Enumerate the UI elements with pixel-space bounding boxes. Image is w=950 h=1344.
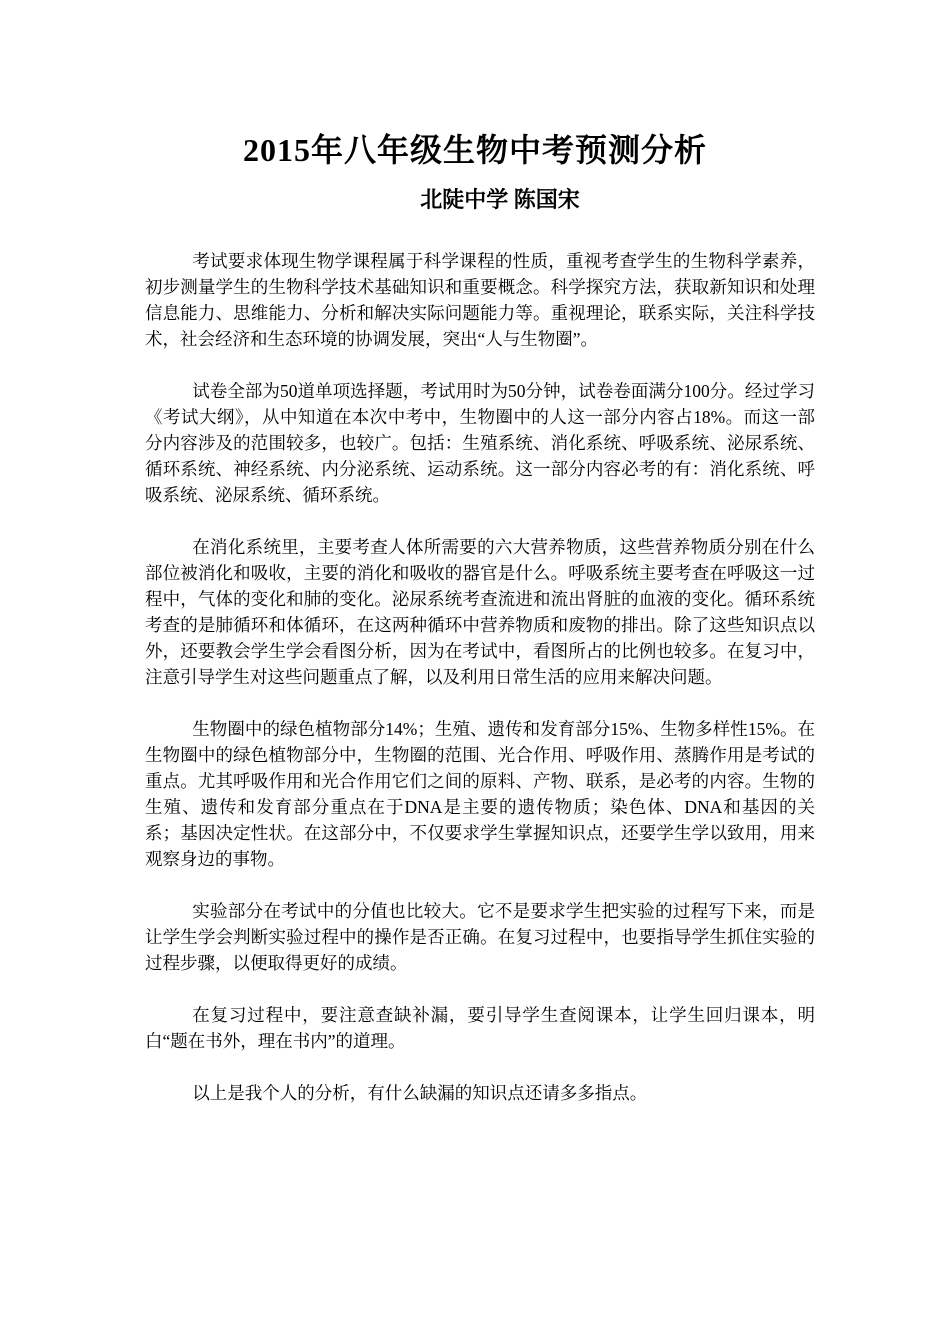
paragraph-exam-format: 试卷全部为50道单项选择题，考试用时为50分钟，试卷卷面满分100分。经过学习《考试大纲》，从中知道在本次中考中，生物圈中的人这一部分内容占18%。而这一部分内容涉及的范围较多，也较广。包括：生殖系统、消化系统、呼吸系统、泌尿系统、循环系统、神经系统、内分泌系统、运动系统。这一部分内容必考的有：消化系统、呼吸系统、泌尿系统、循环系统。 — [145, 381, 815, 505]
paragraph-digestive-system: 在消化系统里，主要考查人体所需要的六大营养物质，这些营养物质分别在什么部位被消化和吸收，主要的消化和吸收的器官是什么。呼吸系统主要考查在呼吸这一过程中，气体的变化和肺的变化。泌尿系统考查流进和流出肾脏的血液的变化。循环系统考查的是肺循环和体循环，在这两种循环中营养物质和废物的排出。除了这些知识点以外，还要教会学生学会看图分析，因为在考试中，看图所占的比例也较多。在复习中，注意引导学生对这些问题重点了解，以及利用日常生活的应用来解决问题。 — [145, 537, 815, 687]
document-body — [145, 248, 815, 1132]
paragraph-closing: 以上是我个人的分析，有什么缺漏的知识点还请多多指点。 — [192, 1083, 648, 1103]
document-title: 2015年八年级生物中考预测分析 — [242, 132, 707, 168]
document-author: 北陡中学 陈国宋 — [420, 187, 580, 212]
paragraph-review: 在复习过程中，要注意查缺补漏，要引导学生查阅课本，让学生回归课本，明白“题在书外，理在书内”的道理。 — [145, 1005, 815, 1051]
paragraph-experiments: 实验部分在考试中的分值也比较大。它不是要求学生把实验的过程写下来，而是让学生学会判断实验过程中的操作是否正确。在复习过程中，也要指导学生抓住实验的过程步骤，以便取得更好的成绩。 — [145, 901, 815, 973]
paragraph-exam-requirements: 考试要求体现生物学课程属于科学课程的性质，重视考查学生的生物科学素养，初步测量学生的生物科学技术基础知识和重要概念。科学探究方法，获取新知识和处理信息能力、思维能力、分析和解决实际问题能力等。重视理论，联系实际，关注科学技术，社会经济和生态环境的协调发展，突出“人与生物圈”。 — [145, 251, 815, 349]
paragraph-green-plants: 生物圈中的绿色植物部分14%；生殖、遗传和发育部分15%、生物多样性15%。在生物圈中的绿色植物部分中，生物圈的范围、光合作用、呼吸作用、蒸腾作用是考试的重点。尤其呼吸作用和光合作用它们之间的原料、产物、联系，是必考的内容。生物的生殖、遗传和发育部分重点在于DNA是主要的遗传物质；染色体、DNA和基因的关系；基因决定性状。在这部分中，不仅要求学生掌握知识点，还要学生学以致用，用来观察身边的事物。 — [145, 719, 815, 869]
